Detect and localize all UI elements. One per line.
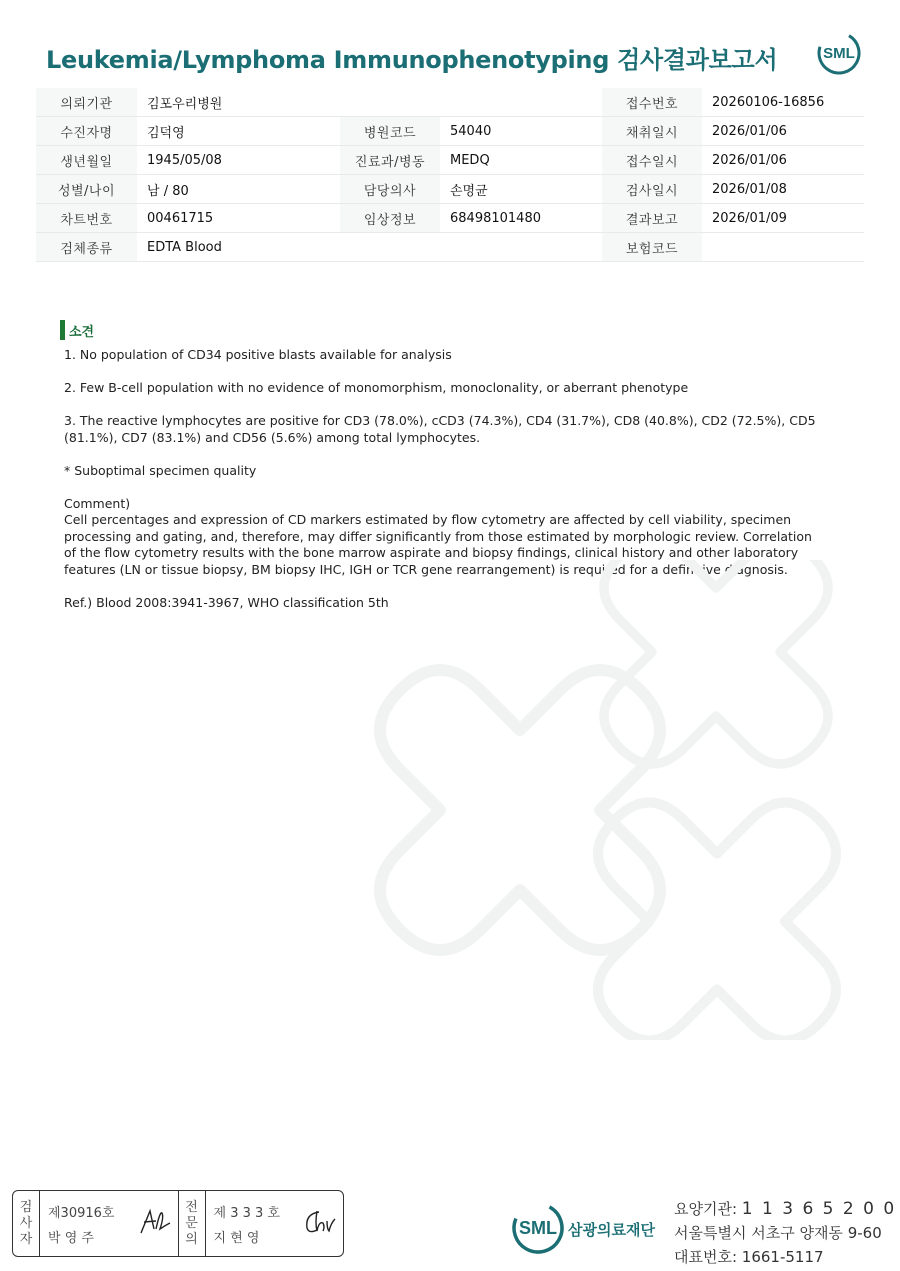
report-title: Leukemia/Lymphoma Immunophenotyping 검사결과보고서: [46, 46, 778, 74]
doctor-label: 담당의사: [340, 175, 440, 204]
receipt-no-label: 접수번호: [602, 88, 702, 117]
examiner-label: 검 사 자: [13, 1191, 40, 1256]
doctor-value: 손명균: [440, 175, 602, 204]
findings-heading: [60, 320, 94, 340]
dob-label: 생년월일: [36, 146, 137, 175]
finding-item-2: 2. Few B-cell population with no evidence of monomorphism, monoclonality, or aberrant phenotype: [64, 380, 689, 395]
receipt-no-value: 20260106-16856: [702, 88, 864, 117]
watermark-icon: [360, 560, 880, 1040]
sml-logo-text: SML: [823, 45, 855, 62]
clinical-label: 임상정보: [340, 204, 440, 233]
patient-value: 김덕영: [137, 117, 340, 146]
specialist-cell: [206, 1191, 344, 1256]
dept-label: 진료과/병동: [340, 146, 440, 175]
patient-info-table: [36, 88, 864, 262]
specimen-note: * Suboptimal specimen quality: [64, 462, 257, 478]
insurance-value: [702, 233, 864, 262]
info-row: [36, 204, 864, 233]
reference: Ref.) Blood 2008:3941-3967, WHO classification 5th: [64, 594, 389, 610]
received-label: 접수일시: [602, 146, 702, 175]
chart-no-label: 차트번호: [36, 204, 137, 233]
info-row: [36, 117, 864, 146]
address: 서울특별시 서초구 양재동 9-60: [674, 1224, 882, 1242]
specialist-label: 전 문 의: [179, 1191, 206, 1256]
hospital-code-value: 54040: [440, 117, 602, 146]
collected-value: 2026/01/06: [702, 117, 864, 146]
phone-label: 대표번호:: [674, 1248, 742, 1266]
dept-value: MEDQ: [440, 146, 602, 175]
org-name: 삼광의료재단: [568, 1221, 655, 1239]
comment-body: Cell percentages and expression of CD markers estimated by flow cytometry are affected by cell viability, specimen processing and gating, and, therefore, may differ significantly from those estimated by morphologic review. Correlation of the flow cytometry results with the bone marrow aspirate and biopsy findings, clinical history and other laboratory features (LN or tissue biopsy, BM biopsy IHC, IGH or TCR gene rearrangement) is required for a definitive diagnosis.: [64, 512, 812, 577]
info-row: [36, 146, 864, 175]
insurance-label: 보험코드: [602, 233, 702, 262]
chart-no-value: 00461715: [137, 204, 340, 233]
requester-value: 김포우리병원: [137, 88, 340, 117]
specialist-name: 지 현 영: [213, 1230, 260, 1246]
footer-info: [674, 1197, 896, 1269]
code-label: 요양기관:: [674, 1200, 742, 1218]
tested-label: 검사일시: [602, 175, 702, 204]
info-row: [36, 88, 864, 117]
dob-value: 1945/05/08: [137, 146, 340, 175]
received-value: 2026/01/06: [702, 146, 864, 175]
examiner-signature-icon: [138, 1207, 172, 1237]
specialist-license: 제 3 3 3 호: [213, 1205, 280, 1221]
examiner-name: 박 영 주: [48, 1230, 94, 1246]
requester-label: 의뢰기관: [36, 88, 137, 117]
examiner-cell: [40, 1191, 179, 1256]
collected-label: 채취일시: [602, 117, 702, 146]
findings-heading-text: 소견: [69, 324, 95, 340]
sex-age-label: 성별/나이: [36, 175, 137, 204]
info-row: [36, 175, 864, 204]
code-value: 1 1 3 6 5 2 0 0: [741, 1199, 897, 1219]
footer-sml-logo: [510, 1200, 566, 1256]
sml-logo: [816, 30, 862, 76]
specimen-label: 검체종류: [36, 233, 137, 262]
specialist-signature-icon: [303, 1207, 337, 1237]
signature-box: [12, 1190, 344, 1257]
reported-label: 결과보고: [602, 204, 702, 233]
info-row: [36, 233, 864, 262]
tested-value: 2026/01/08: [702, 175, 864, 204]
reported-value: 2026/01/09: [702, 204, 864, 233]
finding-item-3: 3. The reactive lymphocytes are positive for CD3 (78.0%), cCD3 (74.3%), CD4 (31.7%), CD8 (40.8%), CD2 (72.5%), CD5 (81.1%), CD7 (83.1%) and CD56 (5.6%) among total lymphocytes.: [64, 413, 816, 445]
heading-bar: [60, 320, 65, 340]
footer-logo-text: SML: [519, 1218, 557, 1238]
comment-title: Comment): [64, 495, 131, 511]
specimen-value: EDTA Blood: [137, 233, 340, 262]
finding-item-1: 1. No population of CD34 positive blasts available for analysis: [64, 347, 452, 362]
hospital-code-label: 병원코드: [340, 117, 440, 146]
examiner-license: 제30916호: [48, 1205, 115, 1221]
phone-value: 1661-5117: [741, 1248, 824, 1266]
clinical-value: 68498101480: [440, 204, 602, 233]
patient-label: 수진자명: [36, 117, 137, 146]
sex-age-value: 남 / 80: [137, 175, 340, 204]
